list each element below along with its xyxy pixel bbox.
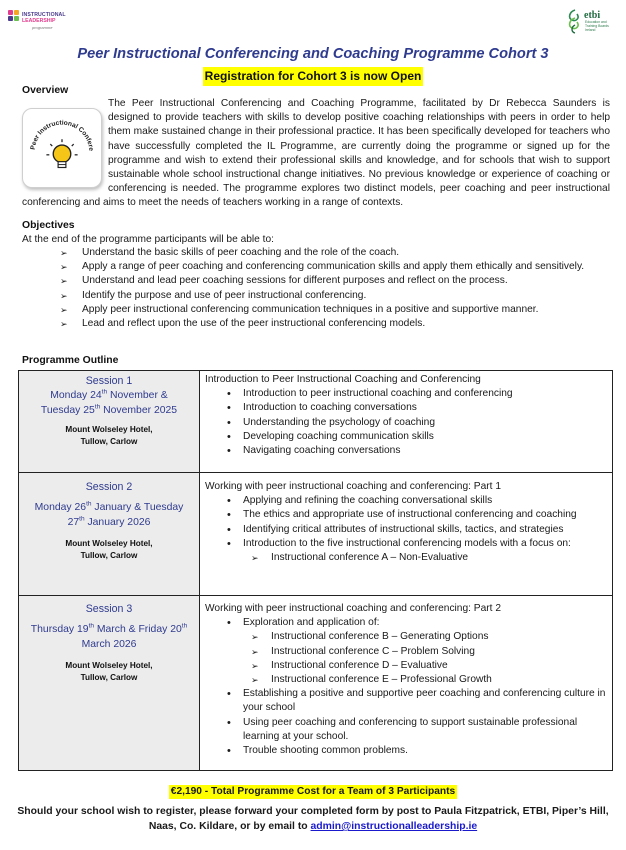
session-module-title: Introduction to Peer Instructional Coaching and Conferencing	[205, 374, 481, 385]
list-item: • Understanding the psychology of coaching	[243, 416, 607, 430]
list-item: ➢ Identify the purpose and use of peer instructional conferencing.	[60, 289, 600, 303]
list-item: • Developing coaching communication skills	[243, 430, 607, 444]
list-item: • Introduction to coaching conversations	[243, 401, 607, 415]
logo-line-1: INSTRUCTIONAL	[22, 12, 66, 18]
arrow-bullet-icon: ➢	[60, 290, 68, 301]
outline-heading: Programme Outline	[22, 355, 119, 366]
list-item: ➢ Instructional conference C – Problem Solving	[271, 645, 607, 659]
list-item: ➢ Understand the basic skills of peer coaching and the role of the coach.	[60, 246, 600, 260]
list-item: • Introduction to the five instructional conferencing models with a focus on:	[243, 537, 607, 551]
objectives-list	[60, 246, 600, 331]
overview-text-block	[22, 97, 610, 211]
coaching-lightbulb-icon	[22, 108, 102, 188]
banner-container	[0, 67, 626, 86]
list-item: • Using peer coaching and conferencing to support sustainable professional learning at your school.	[243, 716, 607, 744]
session-info-cell	[19, 473, 200, 596]
arrow-bullet-icon: ➢	[60, 319, 68, 330]
session-title: Session 3	[85, 603, 133, 615]
session-title: Session 1	[85, 375, 133, 387]
session-topics	[205, 387, 607, 458]
session-venue: Mount Wolseley Hotel, Tullow, Carlow	[65, 661, 153, 683]
list-item: ➢ Instructional conference D – Evaluative	[271, 659, 607, 673]
list-item: • Identifying critical attributes of instructional skills, tactics, and strategies	[243, 523, 607, 537]
arrow-bullet-icon: ➢	[251, 646, 259, 657]
email-link[interactable]: admin@instructionalleadership.ie	[310, 821, 478, 832]
arrow-bullet-icon: ➢	[60, 276, 68, 287]
session-topics	[205, 616, 607, 630]
table-row	[19, 473, 613, 596]
footer-text: Should your school wish to register, please forward your completed form by post to Paula Fitzpatrick, ETBI, Piper’s Hill, Naas, Co. Kildare, or by email to	[17, 806, 609, 832]
programme-outline-table	[18, 370, 613, 771]
list-item: ➢ Instructional conference B – Generating Options	[271, 630, 607, 644]
arrow-bullet-icon: ➢	[60, 248, 68, 258]
session-topics	[205, 687, 607, 758]
session-date: Monday 24th November & Tuesday 25th November 2025	[40, 388, 178, 417]
session-content-cell	[200, 596, 613, 771]
etbi-swirl-icon	[566, 8, 584, 34]
table-row	[19, 596, 613, 771]
list-item: ➢ Instructional conference E – Professional Growth	[271, 673, 607, 687]
registration-banner: Registration for Cohort 3 is now Open	[203, 67, 424, 86]
list-item: • Introduction to peer instructional coaching and conferencing	[243, 387, 607, 401]
programme-cost: €2,190 - Total Programme Cost for a Team of 3 Participants	[169, 785, 457, 799]
etbi-logo	[566, 8, 608, 42]
session-module-title: Working with peer instructional coaching and conferencing: Part 2	[205, 603, 501, 614]
session-info-cell	[19, 371, 200, 473]
arrow-bullet-icon: ➢	[60, 304, 68, 315]
list-item: • The ethics and appropriate use of instructional conferencing and coaching	[243, 508, 607, 522]
session-content-cell	[200, 371, 613, 473]
arrow-bullet-icon: ➢	[251, 660, 259, 671]
list-item: ➢ Understand and lead peer coaching sessions for different purposes and reflect on the process.	[60, 274, 600, 288]
logo-squares-icon	[8, 10, 22, 24]
list-item: • Establishing a positive and supportive peer coaching and conferencing culture in your school	[243, 687, 607, 715]
logo-line-2: LEADERSHIP	[22, 18, 56, 24]
registration-footer	[10, 804, 616, 834]
table-row	[19, 371, 613, 473]
session-date: Monday 26th January & Tuesday 27th January 2026	[34, 500, 184, 529]
arrow-bullet-icon: ➢	[251, 553, 259, 564]
arrow-bullet-icon: ➢	[60, 262, 68, 273]
list-item: ➢ Apply peer instructional conferencing communication techniques in a positive and supportive manner.	[60, 303, 600, 317]
list-item: ➢ Apply a range of peer coaching and conferencing communication skills and apply them ethically and sensitively.	[60, 260, 600, 274]
session-title: Session 2	[85, 481, 133, 493]
logo-line-3: programme	[32, 25, 53, 30]
objectives-intro: At the end of the programme participants will be able to:	[22, 234, 274, 245]
arrow-bullet-icon: ➢	[251, 632, 259, 643]
list-item: • Navigating coaching conversations	[243, 444, 607, 458]
list-item: • Applying and refining the coaching conversational skills	[243, 494, 607, 508]
session-topics	[205, 494, 607, 551]
session-venue: Mount Wolseley Hotel, Tullow, Carlow	[65, 425, 153, 447]
list-item: • Exploration and application of:	[243, 616, 607, 630]
etbi-wordmark: etbi	[584, 10, 601, 21]
cost-container	[0, 785, 626, 799]
overview-heading: Overview	[22, 85, 69, 96]
session-date: Thursday 19th March & Friday 20th March 2026	[30, 622, 188, 651]
session-subtopics	[167, 630, 607, 687]
page-title: Peer Instructional Conferencing and Coaching Programme Cohort 3	[77, 46, 549, 62]
list-item: ➢ Lead and reflect upon the use of the peer instructional conferencing models.	[60, 317, 600, 331]
arrow-bullet-icon: ➢	[251, 675, 259, 686]
session-content-cell	[200, 473, 613, 596]
session-subtopics	[167, 551, 607, 565]
session-venue: Mount Wolseley Hotel, Tullow, Carlow	[65, 539, 153, 561]
instructional-leadership-logo	[8, 6, 78, 46]
list-item: ➢ Instructional conference A – Non-Evaluative	[271, 551, 607, 565]
svg-text:Peer Instructional Conferencin: Peer Instructional Confere	[29, 119, 95, 152]
objectives-heading: Objectives	[22, 220, 75, 231]
overview-paragraph: The Peer Instructional Conferencing and Coaching Programme, facilitated by Dr Rebecca Saunders is designed to provide teachers with skills to develop positive coaching relationships with peers in order to help them make sustained change in their professional practice. It has been specifically developed for teachers who have successfully completed the IL Programme, are currently doing the programme or signed up for the programme and wish to extend their professional skills and knowledge, and for schools that wish to support sustainable whole school instructional change initiatives. No previous knowledge or experience of coaching or conferencing is needed. The programme explores two distinct models, peer coaching and peer instructional conferencing and aims to meet the needs of teachers working in a range of contexts.	[22, 98, 610, 209]
etbi-subtitle: Education and Training Boards Ireland	[585, 20, 609, 32]
list-item: • Trouble shooting common problems.	[243, 744, 607, 758]
session-module-title: Working with peer instructional coaching and conferencing: Part 1	[205, 481, 501, 492]
